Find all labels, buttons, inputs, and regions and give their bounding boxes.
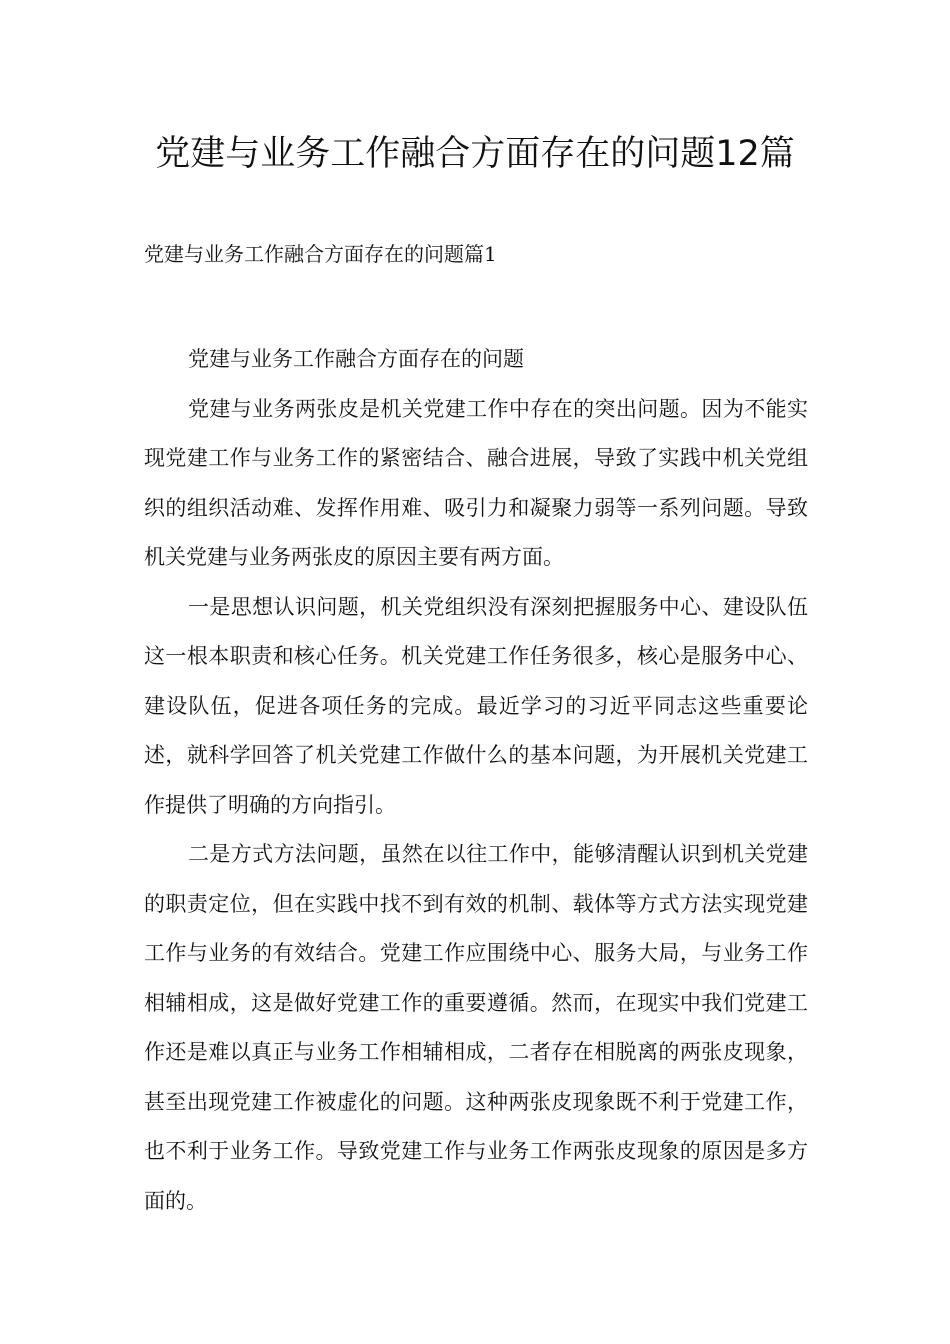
document-title: 党建与业务工作融合方面存在的问题12篇 [155, 134, 795, 174]
body-paragraph: 二是方式方法问题，虽然在以往工作中，能够清醒认识到机关党建的职责定位，但在实践中找不到有效的机制、载体等方式方法实现党建工作与业务的有效结合。党建工作应围绕中心、服务大局，与业务工作相辅相成，这是做好党建工作的重要遵循。然而，在现实中我们党建工作还是难以真正与业务工作相辅相成，二者存在相脱离的两张皮现象，甚至出现党建工作被虚化的问题。这种两张皮现象既不利于党建工作，也不利于业务工作。导致党建工作与业务工作两张皮现象的原因是多方面的。 [144, 842, 808, 1213]
body-paragraph: 党建与业务两张皮是机关党建工作中存在的突出问题。因为不能实现党建工作与业务工作的紧密结合、融合进展，导致了实践中机关党组织的组织活动难、发挥作用难、吸引力和凝聚力弱等一系列问题。导致机关党建与业务两张皮的原因主要有两方面。 [144, 396, 808, 569]
body-paragraph-heading: 党建与业务工作融合方面存在的问题 [188, 347, 524, 371]
body-paragraph: 一是思想认识问题，机关党组织没有深刻把握服务中心、建设队伍这一根本职责和核心任务。机关党建工作任务很多，核心是服务中心、建设队伍，促进各项任务的完成。最近学习的习近平同志这些重要论述，就科学回答了机关党建工作做什么的基本问题，为开展机关党建工作提供了明确的方向指引。 [144, 594, 808, 817]
document-body [144, 335, 808, 1226]
document-subtitle: 党建与业务工作融合方面存在的问题篇1 [144, 242, 497, 266]
